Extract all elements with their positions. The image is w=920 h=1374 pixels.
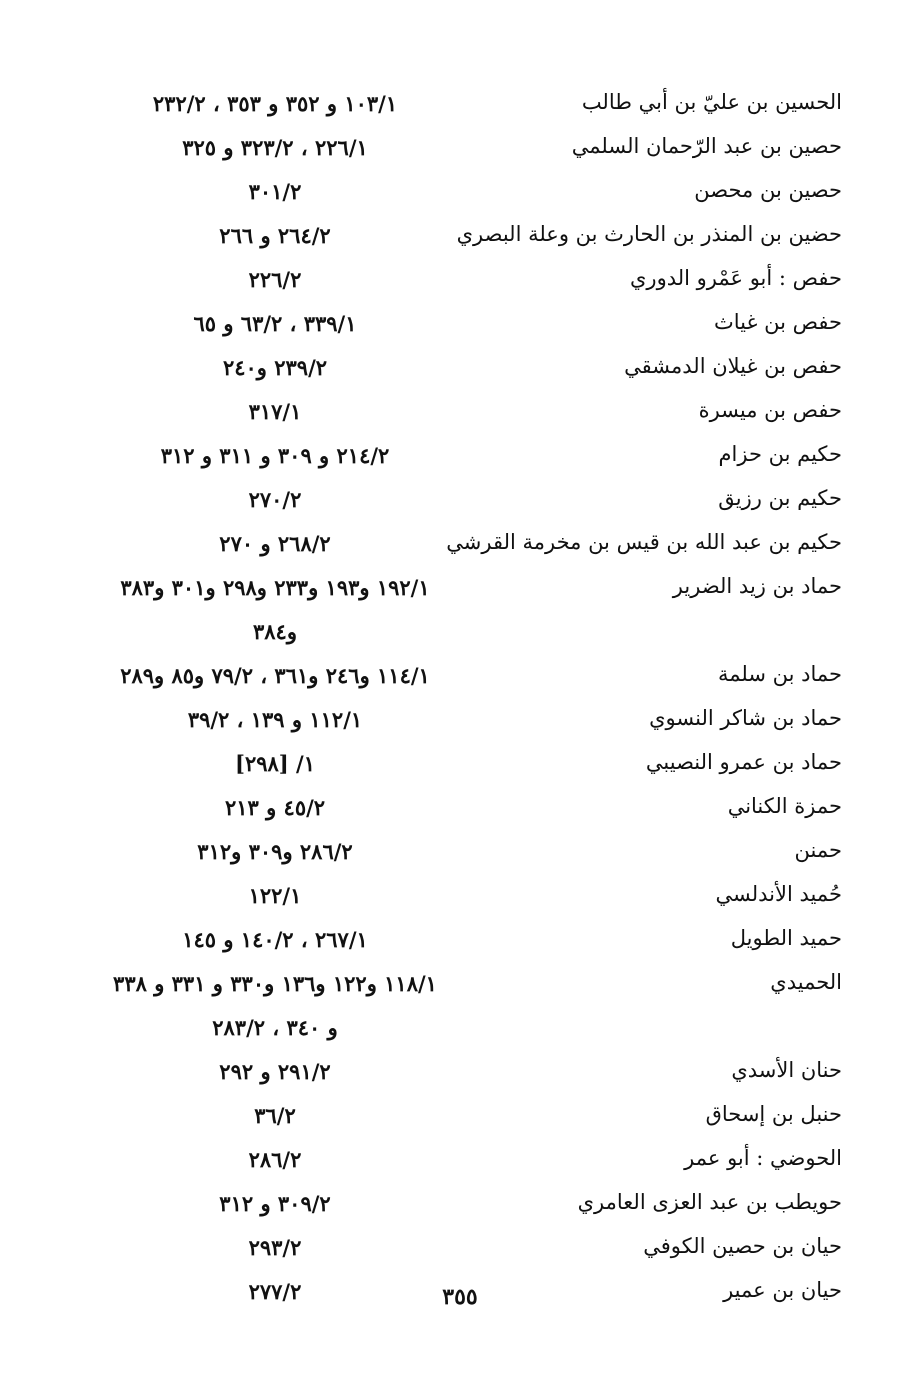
- reference-line: ٢٩٣/٢: [248, 1235, 302, 1260]
- reference-line: ٢٣٩/٢ و٢٤٠: [222, 355, 328, 380]
- index-entry: [60, 522, 860, 566]
- index-entry: [60, 478, 860, 522]
- index-entry: [60, 830, 860, 874]
- entry-references: [80, 478, 470, 522]
- page-number: ٣٥٥: [442, 1284, 478, 1310]
- entry-references: [80, 434, 470, 478]
- entry-references: [80, 1094, 470, 1138]
- entry-name: حمزة الكناني: [727, 794, 842, 818]
- index-entry: [60, 1138, 860, 1182]
- entry-references: [80, 522, 470, 566]
- entry-references: [80, 874, 470, 918]
- entry-name: حماد بن عمرو النصيبي: [645, 750, 842, 774]
- index-entry: [60, 170, 860, 214]
- reference-line: ١١٢/١ و ١٣٩ ، ٣٩/٢: [187, 707, 363, 732]
- name-index: [60, 82, 860, 1314]
- entry-references: [80, 1050, 470, 1094]
- reference-line: ٢٦٤/٢ و ٢٦٦: [219, 223, 331, 248]
- reference-line: ٢٢٦/٢: [248, 267, 302, 292]
- entry-name: حمنن: [794, 838, 842, 862]
- reference-line: ٣٠٩/٢ و ٣١٢: [219, 1191, 331, 1216]
- reference-line: ١١٤/١ و٢٤٦ و٣٦١ ، ٧٩/٢ و٨٥ و٢٨٩: [120, 663, 430, 688]
- entry-references: [80, 1138, 470, 1182]
- reference-line: ١٢٢/١: [248, 883, 302, 908]
- reference-line: ٣٠١/٢: [248, 179, 302, 204]
- reference-line: ٣٦/٢: [254, 1103, 296, 1128]
- entry-name: الحوضي : أبو عمر: [684, 1146, 842, 1170]
- index-entry: [60, 786, 860, 830]
- entry-references: [80, 962, 470, 1050]
- index-entry: [60, 874, 860, 918]
- entry-references: [80, 346, 470, 390]
- entry-name: حماد بن شاكر النسوي: [649, 706, 842, 730]
- index-entry: [60, 654, 860, 698]
- reference-line: و ٣٤٠ ، ٢٨٣/٢: [212, 1015, 338, 1040]
- index-entry: [60, 126, 860, 170]
- index-entry: [60, 1050, 860, 1094]
- index-entry: [60, 1182, 860, 1226]
- entry-name: حيان بن عمير: [723, 1278, 842, 1302]
- reference-line: ٢٦٧/١ ، ١٤٠/٢ و ١٤٥: [182, 927, 368, 952]
- index-entry: [60, 962, 860, 1050]
- reference-line: ٢٢٦/١ ، ٣٢٣/٢ و ٣٢٥: [182, 135, 368, 160]
- entry-name: حنان الأسدي: [731, 1058, 842, 1082]
- entry-references: [80, 1226, 470, 1270]
- index-entry: [60, 390, 860, 434]
- reference-line: ٢٧٠/٢: [248, 487, 302, 512]
- entry-name: حفص بن ميسرة: [698, 398, 842, 422]
- index-entry: [60, 434, 860, 478]
- index-entry: [60, 346, 860, 390]
- index-entry: [60, 918, 860, 962]
- reference-line: ٢٩١/٢ و ٢٩٢: [219, 1059, 331, 1084]
- reference-line: ١/ [٢٩٨]: [235, 751, 315, 776]
- entry-name: الحميدي: [770, 970, 842, 994]
- index-entry: [60, 1094, 860, 1138]
- index-entry: [60, 742, 860, 786]
- entry-references: [80, 830, 470, 874]
- entry-references: [80, 786, 470, 830]
- entry-references: [80, 390, 470, 434]
- entry-references: [80, 918, 470, 962]
- entry-references: [80, 698, 470, 742]
- entry-name: حكيم بن عبد الله بن قيس بن مخرمة القرشي: [446, 530, 842, 554]
- entry-references: [80, 258, 470, 302]
- index-entry: [60, 82, 860, 126]
- entry-name: الحسين بن عليّ بن أبي طالب: [581, 90, 842, 114]
- reference-line: ٤٥/٢ و ٢١٣: [224, 795, 326, 820]
- entry-name: حصين بن محصن: [694, 178, 842, 202]
- entry-references: [80, 566, 470, 654]
- index-entry: [60, 566, 860, 654]
- entry-name: حصين بن عبد الرّحمان السلمي: [571, 134, 842, 158]
- entry-name: حُميد الأندلسي: [715, 882, 842, 906]
- reference-line: و٣٨٤: [253, 619, 297, 644]
- index-entry: [60, 258, 860, 302]
- entry-name: حميد الطويل: [730, 926, 842, 950]
- reference-line: ٢٦٨/٢ و ٢٧٠: [219, 531, 331, 556]
- entry-name: حويطب بن عبد العزى العامري: [577, 1190, 842, 1214]
- entry-name: حفص : أبو عَمْرو الدوري: [629, 266, 842, 290]
- index-entry: [60, 698, 860, 742]
- index-entry: [60, 214, 860, 258]
- entry-references: [80, 170, 470, 214]
- entry-name: حنبل بن إسحاق: [705, 1102, 842, 1126]
- entry-name: حماد بن زيد الضرير: [672, 574, 842, 598]
- reference-line: ١١٨/١ و١٢٢ و١٣٦ و٣٣٠ و ٣٣١ و ٣٣٨: [113, 971, 437, 996]
- entry-references: [80, 302, 470, 346]
- entry-name: حماد بن سلمة: [717, 662, 842, 686]
- entry-references: [80, 214, 470, 258]
- entry-name: حيان بن حصين الكوفي: [643, 1234, 842, 1258]
- entry-name: حكيم بن حزام: [718, 442, 842, 466]
- entry-name: حكيم بن رزيق: [718, 486, 842, 510]
- reference-line: ٢٨٦/٢ و٣٠٩ و٣١٢: [197, 839, 353, 864]
- reference-line: ١٠٣/١ و ٣٥٢ و ٣٥٣ ، ٢٣٢/٢: [152, 91, 398, 116]
- reference-line: ١٩٢/١ و١٩٣ و٢٣٣ و٢٩٨ و٣٠١ و٣٨٣: [120, 575, 430, 600]
- reference-line: ٢٧٧/٢: [248, 1279, 302, 1304]
- entry-references: [80, 742, 470, 786]
- index-entry: [60, 1226, 860, 1270]
- reference-line: ٣١٧/١: [248, 399, 302, 424]
- reference-line: ٣٣٩/١ ، ٦٣/٢ و ٦٥: [193, 311, 357, 336]
- entry-name: حضين بن المنذر بن الحارث بن وعلة البصري: [456, 222, 842, 246]
- reference-line: ٢١٤/٢ و ٣٠٩ و ٣١١ و ٣١٢: [160, 443, 390, 468]
- entry-references: [80, 654, 470, 698]
- entry-references: [80, 126, 470, 170]
- entry-references: [80, 1182, 470, 1226]
- index-entry: [60, 302, 860, 346]
- entry-name: حفص بن غيلان الدمشقي: [624, 354, 842, 378]
- entry-references: [80, 82, 470, 126]
- entry-name: حفص بن غياث: [714, 310, 842, 334]
- reference-line: ٢٨٦/٢: [248, 1147, 302, 1172]
